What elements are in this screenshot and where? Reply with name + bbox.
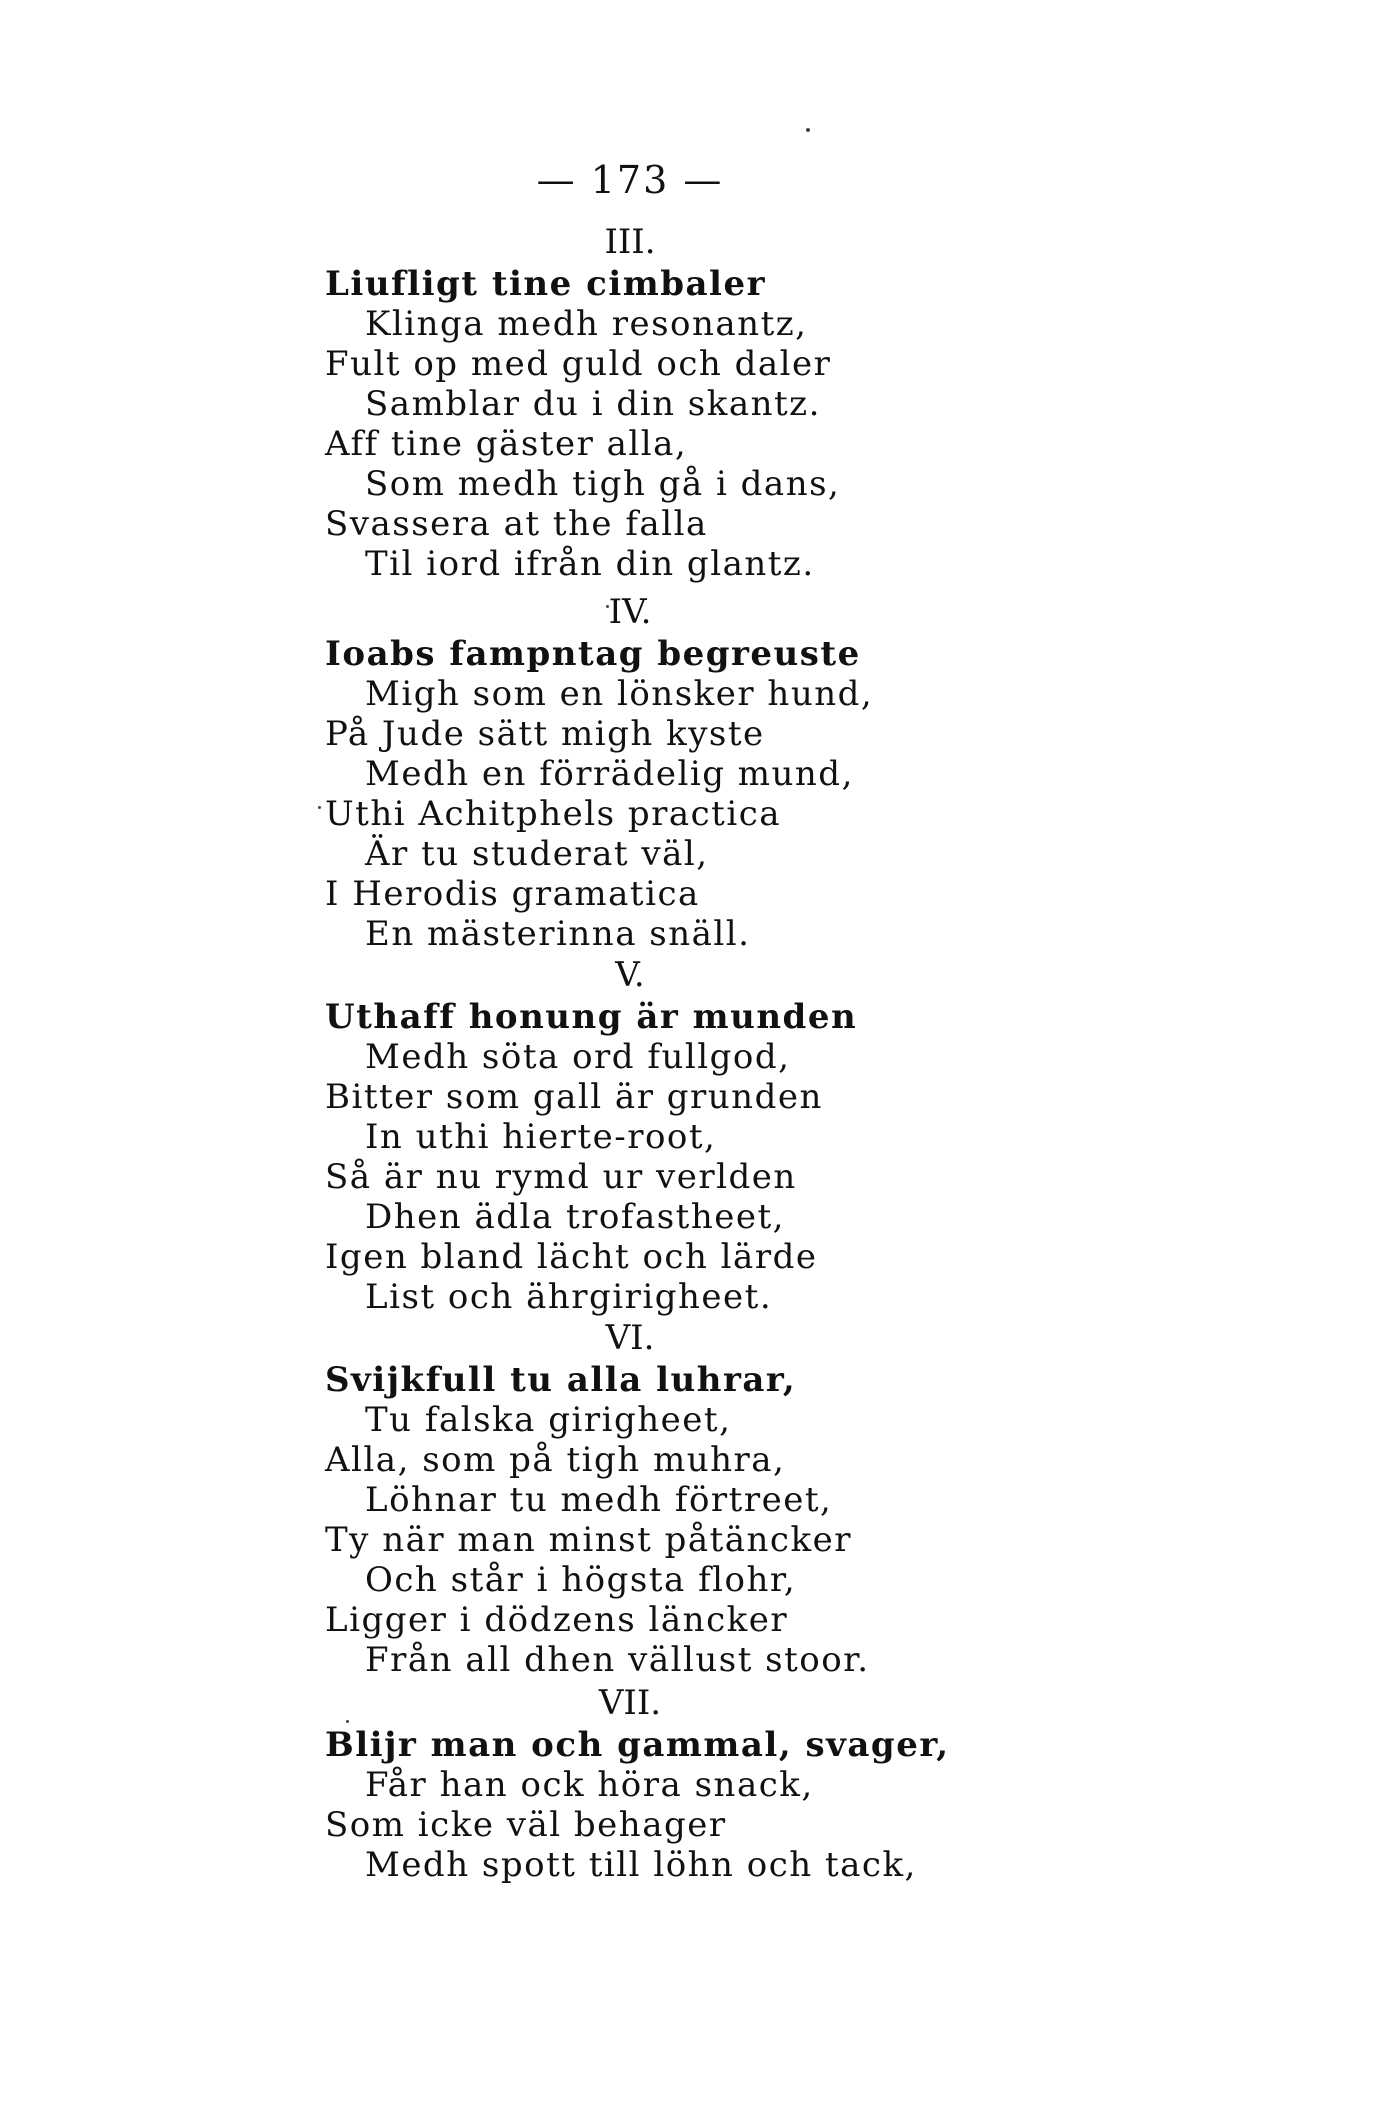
verse-line: Til iord ifrån din glantz. — [365, 544, 815, 584]
verse-line: Får han ock höra snack, — [365, 1765, 814, 1805]
verse-line: List och ährgirigheet. — [365, 1277, 773, 1317]
page-number: — 173 — — [536, 158, 724, 202]
stanza-numeral: IV. — [608, 592, 652, 632]
verse-line: Som medh tigh gå i dans, — [365, 464, 841, 504]
verse-line: Ligger i dödzens läncker — [325, 1600, 789, 1640]
verse-line: Svijkfull tu alla luhrar, — [325, 1360, 797, 1400]
ink-speck — [606, 605, 609, 608]
verse-line: På Jude sätt migh kyste — [325, 714, 765, 754]
verse-line: Medh söta ord fullgod, — [365, 1037, 791, 1077]
verse-line: Blijr man och gammal, svager, — [325, 1725, 950, 1765]
verse-line: En mästerinna snäll. — [365, 914, 751, 954]
verse-line: Liufligt tine cimbaler — [325, 264, 766, 304]
verse-line: Så är nu rymd ur verlden — [325, 1157, 797, 1197]
verse-line: Igen bland lächt och lärde — [325, 1237, 818, 1277]
verse-line: Som icke väl behager — [325, 1805, 727, 1845]
verse-line: Är tu studerat väl, — [365, 834, 709, 874]
verse-line: Medh spott till löhn och tack, — [365, 1845, 917, 1885]
verse-line: I Herodis gramatica — [325, 874, 700, 914]
verse-line: Medh en förrädelig mund, — [365, 754, 854, 794]
stanza-numeral: VI. — [605, 1318, 655, 1358]
verse-line: Fult op med guld och daler — [325, 344, 832, 384]
ink-speck — [346, 1720, 349, 1723]
verse-line: Samblar du i din skantz. — [365, 384, 821, 424]
verse-line: Aff tine gäster alla, — [325, 424, 688, 464]
verse-line: Svassera at the falla — [325, 504, 708, 544]
verse-line: Klinga medh resonantz, — [365, 304, 808, 344]
ink-speck — [806, 128, 810, 132]
stanza-numeral: V. — [615, 955, 645, 995]
verse-line: Bitter som gall är grunden — [325, 1077, 823, 1117]
verse-line: Från all dhen vällust stoor. — [365, 1640, 870, 1680]
verse-line: Ioabs fampntag begreuste — [325, 634, 861, 674]
verse-line: Ty när man minst påtäncker — [325, 1520, 852, 1560]
ink-speck — [318, 806, 321, 809]
verse-line: Migh som en lönsker hund, — [365, 674, 874, 714]
verse-line: Och står i högsta flohr, — [365, 1560, 797, 1600]
verse-line: Alla, som på tigh muhra, — [325, 1440, 786, 1480]
verse-line: Tu falska girigheet, — [365, 1400, 732, 1440]
verse-line: Uthaff honung är munden — [325, 997, 858, 1037]
verse-line: In uthi hierte-root, — [365, 1117, 717, 1157]
verse-line: Löhnar tu medh förtreet, — [365, 1480, 833, 1520]
stanza-numeral: III. — [604, 222, 656, 262]
verse-line: Dhen ädla trofastheet, — [365, 1197, 785, 1237]
stanza-numeral: VII. — [598, 1683, 662, 1723]
verse-line: Uthi Achitphels practica — [325, 794, 782, 834]
